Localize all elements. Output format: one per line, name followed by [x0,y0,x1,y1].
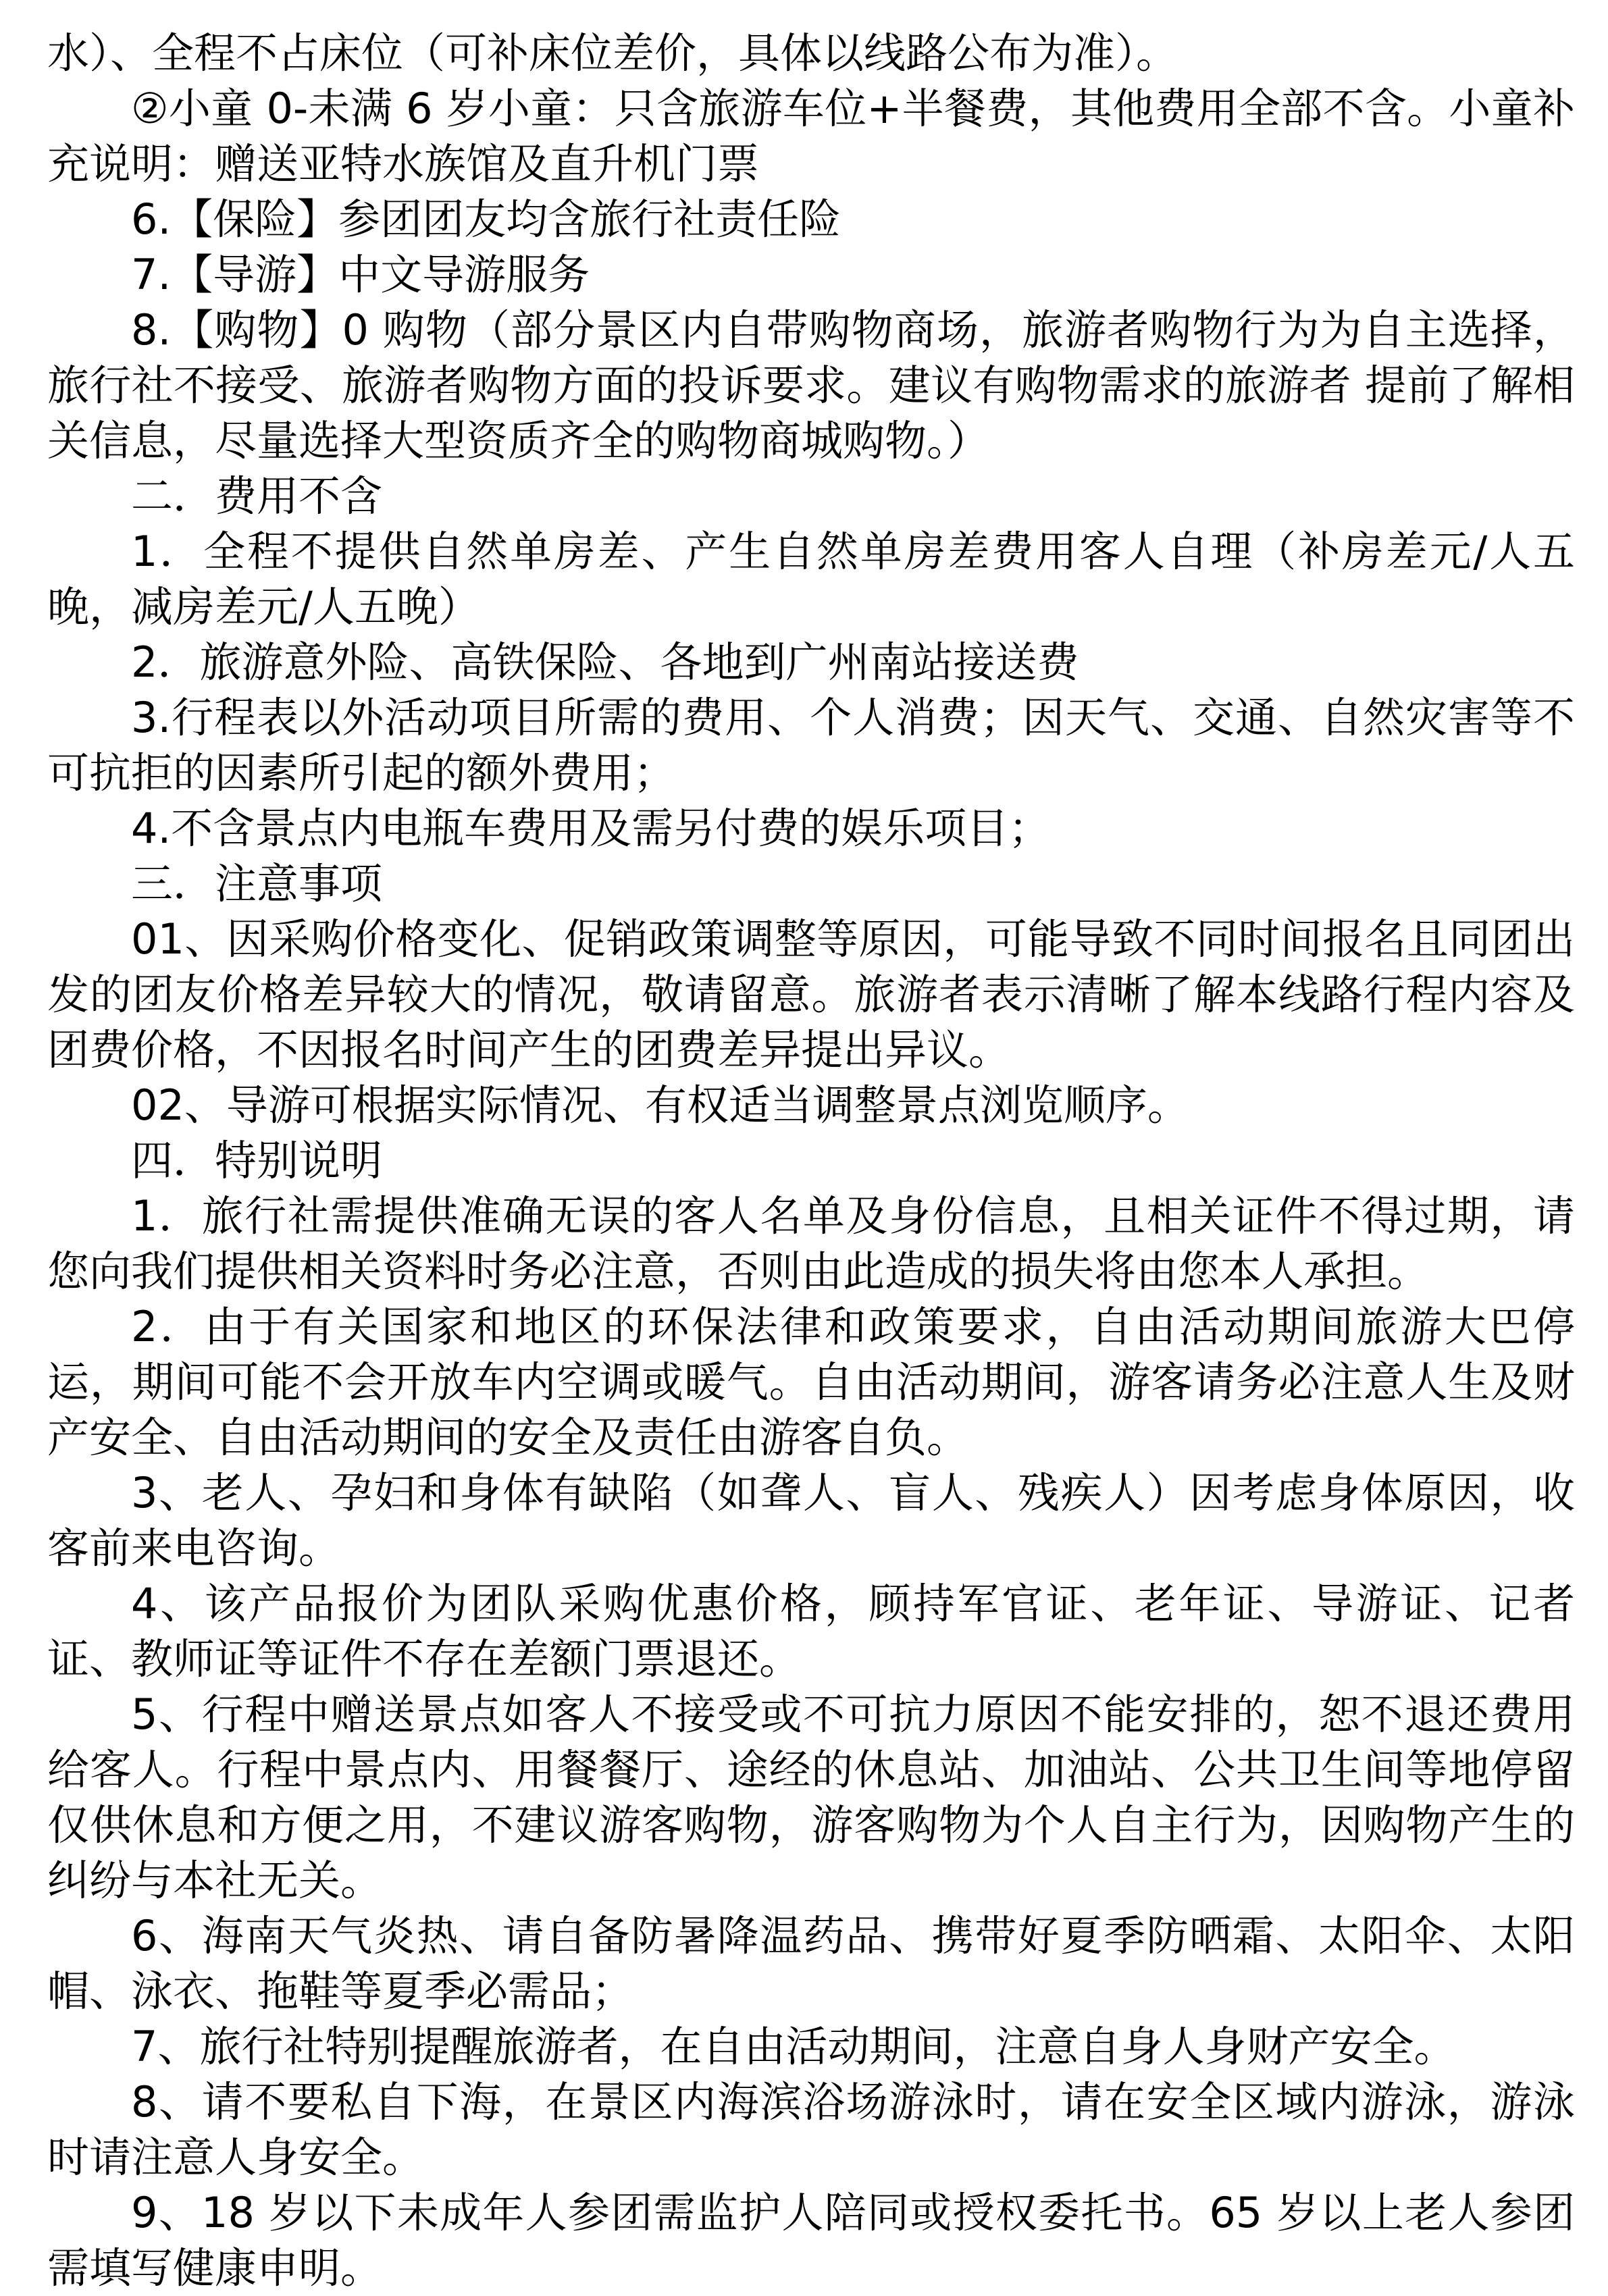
document-body [47,26,1575,2296]
paragraph-excluded-3: 3.行程表以外活动项目所需的费用、个人消费；因天气、交通、自然灾害等不可抗拒的因素所引起的额外费用； [47,693,1575,798]
section-heading-fees-excluded: 二．费用不含 [131,471,383,521]
paragraph-note-02: 02、导游可根据实际情况、有权适当调整景点浏览顺序。 [131,1080,1189,1130]
paragraph-excluded-1: 1．全程不提供自然单房差、产生自然单房差费用客人自理（补房差元/人五晚，减房差元/人五晚） [47,527,1575,631]
paragraph-special-6: 6、海南天气炎热、请自备防暑降温药品、携带好夏季防晒霜、太阳伞、太阳帽、泳衣、拖鞋等夏季必需品； [47,1911,1575,2016]
paragraph-excluded-2: 2．旅游意外险、高铁保险、各地到广州南站接送费 [131,637,1079,687]
paragraph-guide: 7.【导游】中文导游服务 [131,250,590,299]
paragraph-continuation: 水）、全程不占床位（可补床位差价，具体以线路公布为准）。 [47,28,1178,78]
section-heading-special: 四．特别说明 [131,1136,383,1185]
paragraph-note-01: 01、因采购价格变化、促销政策调整等原因，可能导致不同时间报名且同团出发的团友价格差异较大的情况，敬请留意。旅游者表示清晰了解本线路行程内容及团费价格，不因报名时间产生的团费差异提出异议。 [47,914,1575,1074]
paragraph-special-1: 1．旅行社需提供准确无误的客人名单及身份信息，且相关证件不得过期，请您向我们提供相关资料时务必注意，否则由此造成的损失将由您本人承担。 [47,1191,1575,1296]
paragraph-insurance: 6.【保险】参团团友均含旅行社责任险 [131,194,841,244]
paragraph-special-3: 3、老人、孕妇和身体有缺陷（如聋人、盲人、残疾人）因考虑身体原因，收客前来电咨询。 [47,1468,1575,1573]
paragraph-special-5: 5、行程中赠送景点如客人不接受或不可抗力原因不能安排的，恕不退还费用给客人。行程中景点内、用餐餐厅、途经的休息站、加油站、公共卫生间等地停留仅供休息和方便之用，不建议游客购物，游客购物为个人自主行为，因购物产生的纠纷与本社无关。 [47,1690,1575,1905]
paragraph-excluded-4: 4.不含景点内电瓶车费用及需另付费的娱乐项目； [131,804,1051,853]
paragraph-special-9: 9、18 岁以下未成年人参团需监护人陪同或授权委托书。65 岁以上老人参团需填写健康申明。 [47,2188,1575,2293]
paragraph-special-2: 2．由于有关国家和地区的环保法律和政策要求，自由活动期间旅游大巴停运，期间可能不会开放车内空调或暖气。自由活动期间，游客请务必注意人生及财产安全、自由活动期间的安全及责任由游客自负。 [47,1302,1575,1462]
paragraph-special-4: 4、该产品报价为团队采购优惠价格，顾持军官证、老年证、导游证、记者证、教师证等证件不存在差额门票退还。 [47,1579,1575,1684]
section-heading-notes: 三．注意事项 [131,859,383,908]
paragraph-child-fee: ②小童 0-未满 6 岁小童：只含旅游车位+半餐费，其他费用全部不含。小童补充说明：赠送亚特水族馆及直升机门票 [47,84,1575,188]
paragraph-special-8: 8、请不要私自下海，在景区内海滨浴场游泳时，请在安全区域内游泳，游泳时请注意人身安全。 [47,2077,1575,2182]
paragraph-shopping: 8.【购物】0 购物（部分景区内自带购物商场，旅游者购物行为为自主选择，旅行社不接受、旅游者购物方面的投诉要求。建议有购物需求的旅游者 提前了解相关信息，尽量选择大型资质齐全的购物商城购物。） [47,305,1575,465]
paragraph-special-7: 7、旅行社特别提醒旅游者，在自由活动期间，注意自身人身财产安全。 [131,2022,1456,2071]
